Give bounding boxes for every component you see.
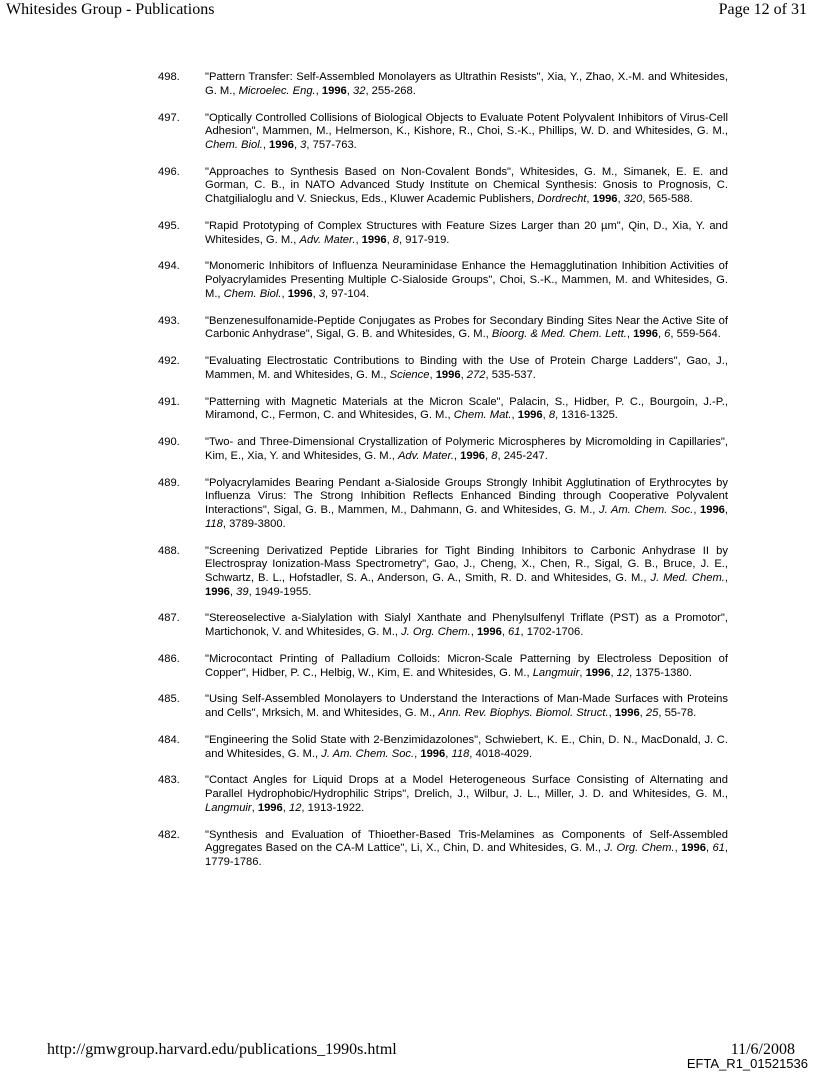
journal-name: Bioorg. & Med. Chem. Lett. [491,328,627,341]
journal-name: Chem. Biol. [223,287,282,300]
journal-name: Langmuir [532,666,580,679]
publication-entry [158,166,728,207]
publication-number: 495. [158,219,180,232]
page-range: 757-763. [312,138,357,151]
publication-number: 487. [158,612,180,625]
publication-citation: "Patterning with Magnetic Materials at the Micron Scale", Palacin, S., Hidber, P. C., Bourgoin, J.-P., Miramond, C., Fermon, C. and Whitesides, G. M., Chem. Mat., 1996, 8, 1316-1325. [205,395,728,422]
publication-year: 1996 [420,747,446,760]
journal-name: Chem. Biol. [205,138,263,151]
journal-name: Langmuir [205,801,252,814]
publication-year: 1996 [257,801,283,814]
publication-number: 485. [158,693,180,706]
journal-volume: 118 [451,747,470,760]
citation-text: "Stereoselective a-Sialylation with Sialyl Xanthate and Phenylsulfenyl Triflate (PST) as a Promotor", Martichonok, V. and Whitesides, G. M., [205,612,728,639]
journal-volume: 320 [623,193,643,206]
page-header-title: Whitesides Group - Publications [6,1,215,18]
publication-citation: "Approaches to Synthesis Based on Non-Covalent Bonds", Whitesides, G. M., Simanek, E. E. and Gorman, C. B., in NATO Advanced Study Institute on Chemical Synthesis: Gnosis to Prognosis, C. Chatgilialoglu and V. Snieckus, Eds., Kluwer Academic Publishers, Dordrecht, 1996, 320, 565-588. [205,165,728,206]
publication-number: 497. [158,111,180,124]
citation-text: "Monomeric Inhibitors of Influenza Neuraminidase Enhance the Hemagglutination Inhibition Activities of Polyacrylamides Presenting Multiple C-Sialoside Groups", Choi, S.-K., Mammen, M. and Whitesides, G. M., [205,260,728,300]
publication-number: 483. [158,774,180,787]
journal-volume: 12 [616,666,630,679]
publication-entry [158,653,728,680]
page-range: 1316-1325. [561,409,618,422]
citation-text: "Evaluating Electrostatic Contributions to Binding with the Use of Protein Charge Ladders", Gao, J., Mammen, M. and Whitesides, G. M., [205,355,728,381]
publication-citation: "Engineering the Solid State with 2-Benzimidazolones", Schwiebert, K. E., Chin, D. N., MacDonald, J. C. and Whitesides, G. M., J. Am. Chem. Soc., 1996, 118, 4018-4029. [205,733,728,760]
page-range: 1949-1955. [254,585,312,598]
publication-citation: "Stereoselective a-Sialylation with Sialyl Xanthate and Phenylsulfenyl Triflate (PST) as a Promotor", Martichonok, V. and Whitesides, G. M., J. Org. Chem., 1996, 61, 1702-1706. [205,612,728,639]
publication-entry [158,260,728,301]
journal-volume: 25 [645,707,659,720]
publication-citation: "Microcontact Printing of Palladium Colloids: Micron-Scale Patterning by Electroless Deposition of Copper", Hidber, P. C., Helbig, W., Kim, E. and Whitesides, G. M., Langmuir, 1996, 12, 1375-1380. [205,652,728,679]
publication-entry [158,315,728,342]
citation-text: "Using Self-Assembled Monolayers to Understand the Interactions of Man-Made Surfaces with Proteins and Cells", Mrksich, M. and Whitesides, G. M., [205,693,728,720]
journal-name: Microelec. Eng. [238,84,316,97]
page-range: 55-78. [664,707,697,720]
journal-volume: 118 [205,517,223,530]
publication-number: 489. [158,476,180,489]
journal-volume: 39 [236,585,249,598]
citation-text: "Synthesis and Evaluation of Thioether-Based Tris-Melamines as Components of Self-Assembled Aggregates Based on the CA-M Lattice", Li, X., Chin, D. and Whitesides, G. M., [205,828,728,855]
publication-citation: "Pattern Transfer: Self-Assembled Monolayers as Ultrathin Resists", Xia, Y., Zhao, X.-M. and Whitesides, G. M., Microelec. Eng., 1996, 32, 255-268. [205,71,728,97]
citation-text: "Contact Angles for Liquid Drops at a Model Heterogeneous Surface Consisting of Alternating and Parallel Hydrophobic/Hydrophilic Strips", Drelich, J., Wilbur, J. L., Miller, J. D. and Whitesides, G. M., [205,774,728,801]
publication-year: 1996 [585,666,611,679]
publication-entry [158,829,728,870]
publication-year: 1996 [269,138,294,151]
publication-number: 493. [158,314,180,327]
publication-year: 1996 [287,287,313,300]
publication-number: 490. [158,436,180,449]
page-range: 97-104. [331,287,370,300]
page-range: 1913-1922. [307,801,365,814]
page-range: 255-268. [371,84,416,97]
journal-name: Dordrecht [537,193,587,206]
journal-name: J. Org. Chem. [401,626,471,639]
publication-entry [158,436,728,463]
publication-number: 484. [158,733,180,746]
citation-text: "Rapid Prototyping of Complex Structures with Feature Sizes Larger than 20 µm", Qin, D., Xia, Y. and Whitesides, G. M., [205,219,728,246]
journal-volume: 32 [353,84,366,97]
citation-text: "Optically Controlled Collisions of Biological Objects to Evaluate Potent Polyvalent Inhibitors of Virus-Cell Adhesion", Mammen, M., Helmerson, K., Kishore, R., Choi, S.-K., Phillips, W. D. and Whitesides, G. M., [205,111,728,138]
publication-entry [158,477,728,532]
page-range: 3789-3800. [229,517,286,530]
publication-entry [158,734,728,761]
footer-url: http://gmwgroup.harvard.edu/publications_1990s.html [47,1041,397,1058]
journal-name: J. Org. Chem. [604,842,675,855]
journal-name: J. Am. Chem. Soc. [321,747,415,760]
publication-year: 1996 [614,707,640,720]
citation-text: "Microcontact Printing of Palladium Colloids: Micron-Scale Patterning by Electroless Deposition of Copper", Hidber, P. C., Helbig, W., Kim, E. and Whitesides, G. M., [205,652,728,679]
publication-citation: "Evaluating Electrostatic Contributions to Binding with the Use of Protein Charge Ladders", Gao, J., Mammen, M. and Whitesides, G. M., Science, 1996, 272, 535-537. [205,355,728,381]
journal-volume: 61 [712,842,725,855]
publication-entry [158,220,728,247]
publication-number: 491. [158,395,180,408]
page-range: 1779-1786. [205,856,262,869]
publication-number: 492. [158,355,180,368]
publication-year: 1996 [476,626,502,639]
page-range: 917-919. [405,233,450,246]
publication-list [158,71,728,883]
publication-entry [158,355,728,382]
publication-citation: "Contact Angles for Liquid Drops at a Model Heterogeneous Surface Consisting of Alternating and Parallel Hydrophobic/Hydrophilic Strips", Drelich, J., Wilbur, J. L., Miller, J. D. and Whitesides, G. M., Langmuir, 1996, 12, 1913-1922. [205,774,728,814]
journal-name: Chem. Mat. [453,409,512,422]
publication-entry [158,693,728,720]
citation-text: "Polyacrylamides Bearing Pendant a-Sialoside Groups Strongly Inhibit Agglutination of Erythrocytes by Influenza Virus: The Strong Inhibition Reflects Enhanced Binding through Cooperative Polyvalent Interactions", Sigal, G. B., Mammen, M., Dahmann, G. and Whitesides, G. M., [205,476,728,517]
publication-entry [158,71,728,98]
publication-entry [158,545,728,600]
publication-year: 1996 [435,368,461,381]
journal-volume: 12 [288,801,302,814]
publication-citation: "Monomeric Inhibitors of Influenza Neuraminidase Enhance the Hemagglutination Inhibition Activities of Polyacrylamides Presenting Multiple C-Sialoside Groups", Choi, S.-K., Mammen, M. and Whitesides, G. M., Chem. Biol., 1996, 3, 97-104. [205,260,728,300]
page-range: 565-588. [648,193,693,206]
publication-citation: "Synthesis and Evaluation of Thioether-Based Tris-Melamines as Components of Self-Assembled Aggregates Based on the CA-M Lattice", Li, X., Chin, D. and Whitesides, G. M., J. Org. Chem., 1996, 61, 1779-1786. [205,828,728,869]
page-range: 559-564. [676,328,721,341]
citation-text: "Benzenesulfonamide-Peptide Conjugates as Probes for Secondary Binding Sites Near the Active Site of Carbonic Anhydrase", Sigal, G. B. and Whitesides, G. M., [205,314,728,341]
publication-year: 1996 [361,233,387,246]
publication-citation: "Using Self-Assembled Monolayers to Understand the Interactions of Man-Made Surfaces with Proteins and Cells", Mrksich, M. and Whitesides, G. M., Ann. Rev. Biophys. Biomol. Struct., 1996, 25, 55-78. [205,693,728,720]
citation-text: "Patterning with Magnetic Materials at the Micron Scale", Palacin, S., Hidber, P. C., Bourgoin, J.-P., Miramond, C., Fermon, C. and Whitesides, G. M., [205,395,728,422]
publication-citation: "Screening Derivatized Peptide Libraries for Tight Binding Inhibitors to Carbonic Anhydrase II by Electrospray Ionization-Mass Spectrometry", Gao, J., Cheng, X., Chen, R., Sigal, G. B., Bruce, J. E., Schwartz, B. L., Hofstadler, S. A., Anderson, G. A., Smith, R. D. and Whitesides, G. M., J. Med. Chem., 1996, 39, 1949-1955. [205,544,728,598]
journal-volume: 61 [508,626,521,639]
publication-year: 1996 [681,842,706,855]
publication-number: 488. [158,544,180,557]
publication-number: 496. [158,165,180,178]
journal-volume: 8 [392,233,400,246]
journal-name: J. Am. Chem. Soc. [599,504,694,517]
journal-name: J. Med. Chem. [650,571,725,584]
publication-number: 498. [158,71,180,83]
publication-number: 482. [158,828,180,841]
publication-citation: "Polyacrylamides Bearing Pendant a-Sialoside Groups Strongly Inhibit Agglutination of Erythrocytes by Influenza Virus: The Strong Inhibition Reflects Enhanced Binding through Cooperative Polyvalent Interactions", Sigal, G. B., Mammen, M., Dahmann, G. and Whitesides, G. M., J. Am. Chem. Soc., 1996, 118, 3789-3800. [205,476,729,530]
publication-citation: "Optically Controlled Collisions of Biological Objects to Evaluate Potent Polyvalent Inhibitors of Virus-Cell Adhesion", Mammen, M., Helmerson, K., Kishore, R., Choi, S.-K., Phillips, W. D. and Whitesides, G. M., Chem. Biol., 1996, 3, 757-763. [205,111,728,151]
journal-volume: 8 [491,449,498,462]
journal-volume: 272 [466,368,486,381]
publication-year: 1996 [205,585,230,598]
journal-name: Adv. Mater. [397,449,454,462]
citation-text: "Two- and Three-Dimensional Crystallization of Polymeric Microspheres by Micromolding in Capillaries", Kim, E., Xia, Y. and Whitesides, G. M., [205,436,728,462]
publication-year: 1996 [460,449,486,462]
publication-entry [158,112,728,153]
publication-year: 1996 [321,84,347,97]
publication-citation: "Benzenesulfonamide-Peptide Conjugates as Probes for Secondary Binding Sites Near the Active Site of Carbonic Anhydrase", Sigal, G. B. and Whitesides, G. M., Bioorg. & Med. Chem. Lett., 1996, 6, 559-564. [205,314,728,341]
publication-year: 1996 [700,504,725,517]
citation-text: "Approaches to Synthesis Based on Non-Covalent Bonds", Whitesides, G. M., Simanek, E. E. and Gorman, C. B., in NATO Advanced Study Institute on Chemical Synthesis: Gnosis to Prognosis, C. Chatgilialoglu and V. Snieckus, Eds., Kluwer Academic Publishers, [205,165,728,206]
publication-entry [158,396,728,423]
page-range: 245-247. [503,449,548,462]
journal-volume: 6 [664,328,671,341]
journal-volume: 8 [548,409,556,422]
publication-number: 486. [158,652,180,665]
journal-volume: 3 [300,138,307,151]
page-number: Page 12 of 31 [718,1,807,18]
journal-name: Science [389,368,430,381]
publication-number: 494. [158,260,180,273]
publication-year: 1996 [517,409,543,422]
citation-text: "Screening Derivatized Peptide Libraries for Tight Binding Inhibitors to Carbonic Anhydrase II by Electrospray Ionization-Mass Spectrometry", Gao, J., Cheng, X., Chen, R., Sigal, G. B., Bruce, J. E., Schwartz, B. L., Hofstadler, S. A., Anderson, G. A., Smith, R. D. and Whitesides, G. M., [205,544,728,584]
page-range: 535-537. [491,368,536,381]
page-range: 1375-1380. [635,666,692,679]
publication-citation: "Two- and Three-Dimensional Crystallization of Polymeric Microspheres by Micromolding in Capillaries", Kim, E., Xia, Y. and Whitesides, G. M., Adv. Mater., 1996, 8, 245-247. [205,436,728,462]
journal-name: Ann. Rev. Biophys. Biomol. Struct. [438,707,609,720]
publication-entry [158,774,728,815]
publication-year: 1996 [633,328,658,341]
publication-citation: "Rapid Prototyping of Complex Structures with Feature Sizes Larger than 20 µm", Qin, D., Xia, Y. and Whitesides, G. M., Adv. Mater., 1996, 8, 917-919. [205,219,728,246]
page-range: 4018-4029. [475,747,533,760]
citation-text: "Pattern Transfer: Self-Assembled Monolayers as Ultrathin Resists", Xia, Y., Zhao, X.-M. and Whitesides, G. M., [205,71,728,97]
journal-name: Adv. Mater. [299,233,356,246]
publication-entry [158,612,728,639]
document-stamp: EFTA_R1_01521536 [686,1056,808,1071]
footer-date: 11/6/2008 [730,1041,795,1058]
publication-year: 1996 [592,193,618,206]
page-range: 1702-1706. [526,626,584,639]
journal-volume: 3 [318,287,326,300]
citation-text: "Engineering the Solid State with 2-Benzimidazolones", Schwiebert, K. E., Chin, D. N., MacDonald, J. C. and Whitesides, G. M., [205,733,728,760]
